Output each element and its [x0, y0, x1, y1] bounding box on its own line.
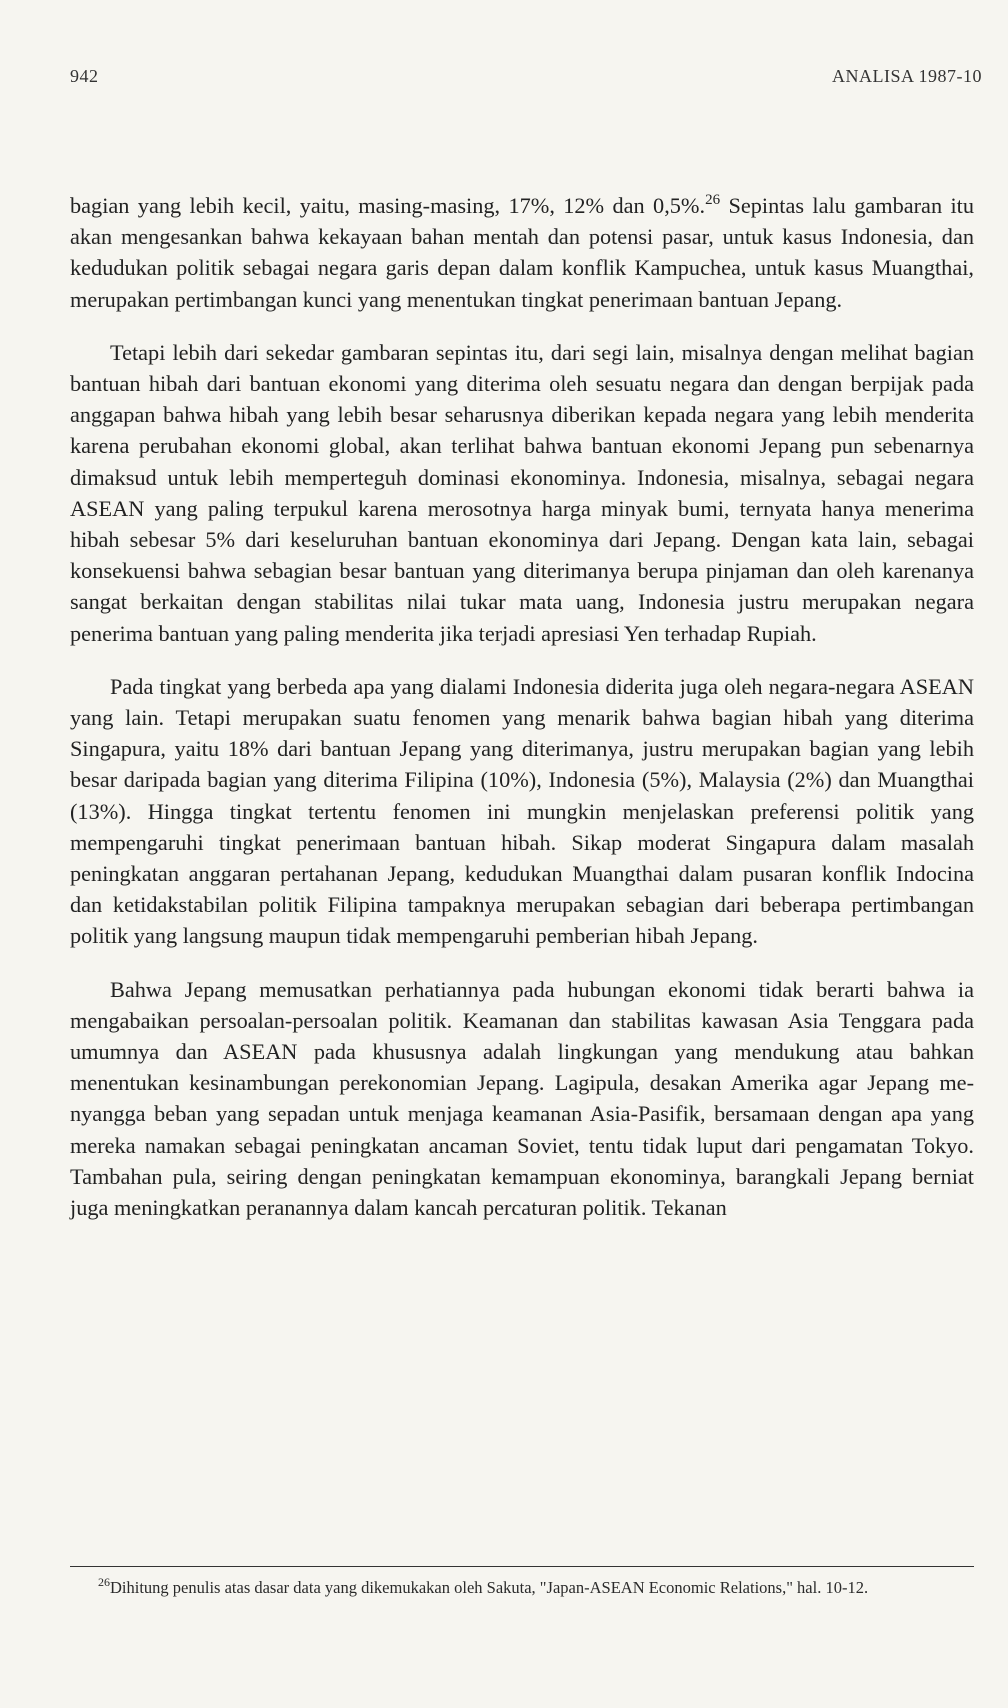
- paragraph-2: Tetapi lebih dari sekedar gambaran sepintas itu, dari segi lain, misalnya dengan melihat bagian bantuan hibah dari bantuan ekonomi yang diterima oleh sesuatu negara dan dengan berpijak pada anggapan bahwa hibah yang lebih besar seharusnya diberikan kepada negara yang lebih menderita karena perubahan ekonomi global, akan terlihat bahwa bantuan ekonomi Jepang pun sebenarnya dimaksud untuk lebih memperteguh dominasi ekonominya. Indonesia, misalnya, sebagai negara ASEAN yang paling terpukul karena merosotnya harga minyak bumi, ternyata hanya menerima hibah sebesar 5% dari keseluruhan bantuan ekonominya dari Jepang. Dengan kata lain, sebagai konsekuensi bahwa sebagian besar bantuan yang diterimanya berupa pinjaman dan oleh karenanya sangat berkaitan dengan stabilitas nilai tukar mata uang, Indonesia justru merupakan negara penerima bantuan yang paling menderita jika terjadi apresiasi Yen terhadap Rupiah.: [70, 339, 974, 646]
- footnote-reference: 26: [705, 192, 721, 208]
- footnote-text: Dihitung penulis atas dasar data yang dikemukakan oleh Sakuta, "Japan-ASEAN Economic Relations," hal. 10-12.: [110, 1578, 869, 1597]
- page-number: 942: [70, 66, 99, 86]
- footnote-26: [70, 1575, 974, 1601]
- footnote-area: [70, 1566, 974, 1601]
- paragraph-3: Pada tingkat yang berbeda apa yang dialami Indonesia diderita juga oleh negara-negara ASEAN yang lain. Tetapi merupakan suatu fenomen yang menarik bahwa bagian hibah yang diterima Singapura, yaitu 18% dari bantuan Jepang yang diterimanya, justru merupakan bagian yang lebih besar daripada bagian yang diterima Filipina (10%), Indonesia (5%), Malaysia (2%) dan Muangthai (13%). Hingga tingkat tertentu fenomen ini mungkin menjelaskan preferensi politik yang mempengaruhi tingkat penerimaan bantuan hibah. Sikap moderat Singapura dalam masalah peningkatan anggaran pertahanan Jepang, kedudukan Muangthai dalam pusaran konflik Indocina dan ketidakstabilan politik Filipina tampaknya merupakan sebagian dari beberapa pertimbangan politik yang langsung maupun tidak mempengaruhi pemberian hibah Jepang.: [70, 673, 974, 949]
- footnote-number: 26: [98, 1575, 110, 1589]
- body-text: [70, 190, 974, 1245]
- paragraph-1-text-after: Sepintas lalu gambaran itu akan mengesankan bahwa kekayaan bahan mentah dan potensi pasar, untuk kasus Indonesia, dan kedudukan politik sebagai negara garis depan dalam konflik Kampuchea, untuk kasus Muangthai, merupakan pertimbangan kunci yang menentukan tingkat penerimaan bantuan Jepang.: [70, 193, 975, 312]
- paragraph-4: Bahwa Jepang memusatkan perhatiannya pada hubungan ekonomi tidak berarti bahwa ia mengabaikan persoalan-persoalan politik. Keamanan dan stabilitas kawasan Asia Tenggara pada umumnya dan ASEAN pada khususnya adalah lingkungan yang mendukung atau bahkan menentukan kesinambungan perekonomian Jepang. Lagipula, desakan Amerika agar Jepang menyangga beban yang sepadan untuk menjaga keamanan Asia-Pasifik, bersamaan dengan apa yang mereka namakan sebagai peningkatan ancaman Soviet, tentu tidak luput dari pengamatan Tokyo. Tambahan pula, seiring dengan peningkatan kemampuan ekonominya, barangkali Jepang berniat juga meningkatkan peranannya dalam kancah percaturan politik. Tekanan: [70, 976, 974, 1221]
- paragraph-1: [70, 190, 974, 315]
- paragraph-1-text-before: bagian yang lebih kecil, yaitu, masing-masing, 17%, 12% dan 0,5%.: [70, 193, 706, 218]
- running-head: ANALISA 1987-10: [832, 66, 982, 86]
